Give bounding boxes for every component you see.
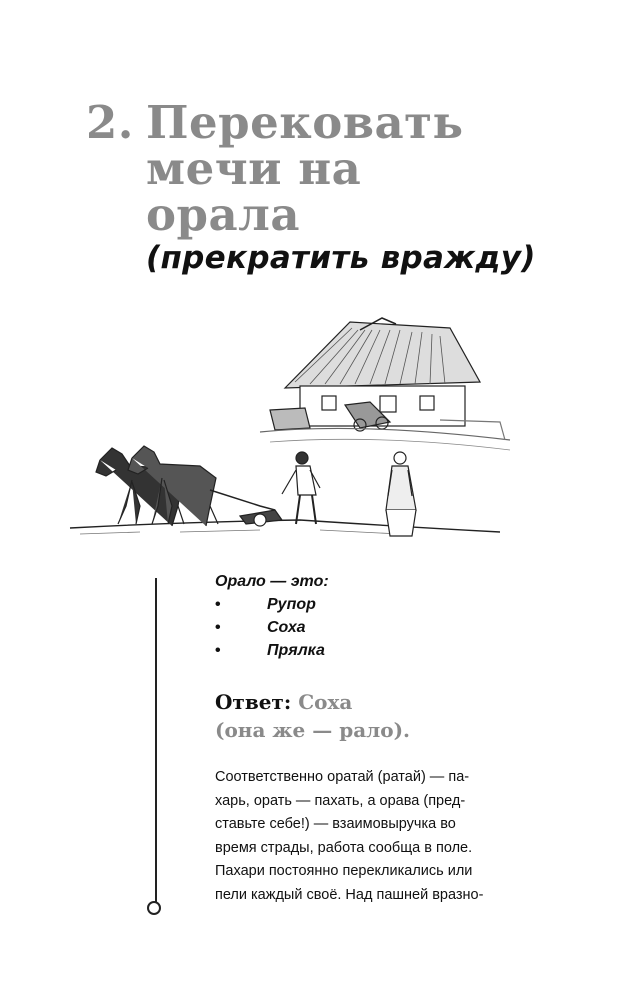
- chapter-subtitle: (прекратить вражду): [146, 240, 536, 276]
- bullet-icon: •: [215, 642, 221, 659]
- title-text-1: Перековать: [146, 96, 464, 149]
- quiz-option-label: Прялка: [267, 642, 325, 659]
- body-line: ставьте себе!) — взаимовыручка во: [215, 816, 456, 832]
- quiz-option: [215, 639, 545, 662]
- bullet-icon: •: [215, 596, 221, 613]
- quiz-option-label: Рупор: [267, 596, 316, 613]
- body-line: время страды, работа сообща в поле.: [215, 839, 473, 856]
- body-paragraph: [215, 766, 515, 907]
- title-line-3: орала: [146, 188, 301, 241]
- body-line: харь, орать — пахать, а орава (пред-: [215, 792, 466, 809]
- answer-label: Ответ:: [215, 690, 292, 714]
- body-line: Пахари постоянно перекликались или: [215, 863, 473, 879]
- answer-value-line-2: (она же — рало).: [215, 718, 411, 742]
- quiz-option: [215, 593, 545, 616]
- body-line: пели каждый своё. Над пашней вразно-: [215, 886, 484, 903]
- quiz-option-label: Соха: [267, 619, 306, 636]
- quiz-block: [215, 570, 545, 662]
- plowing-illustration: [60, 310, 520, 550]
- answer-block: [215, 688, 555, 744]
- margin-rule-end-circle: [147, 901, 161, 915]
- quiz-question: Орало — это:: [215, 573, 329, 590]
- title-line-1: [86, 96, 606, 149]
- quiz-option: [215, 616, 545, 639]
- chapter-number: 2.: [86, 96, 134, 149]
- margin-rule: [155, 578, 157, 903]
- answer-value: Соха: [298, 690, 353, 714]
- title-line-2: мечи на: [146, 142, 362, 195]
- body-line: Соответственно оратай (ратай) — па-: [215, 769, 470, 785]
- chapter-title: [86, 96, 606, 241]
- answer-line-1: [215, 688, 555, 716]
- bullet-icon: •: [215, 619, 221, 636]
